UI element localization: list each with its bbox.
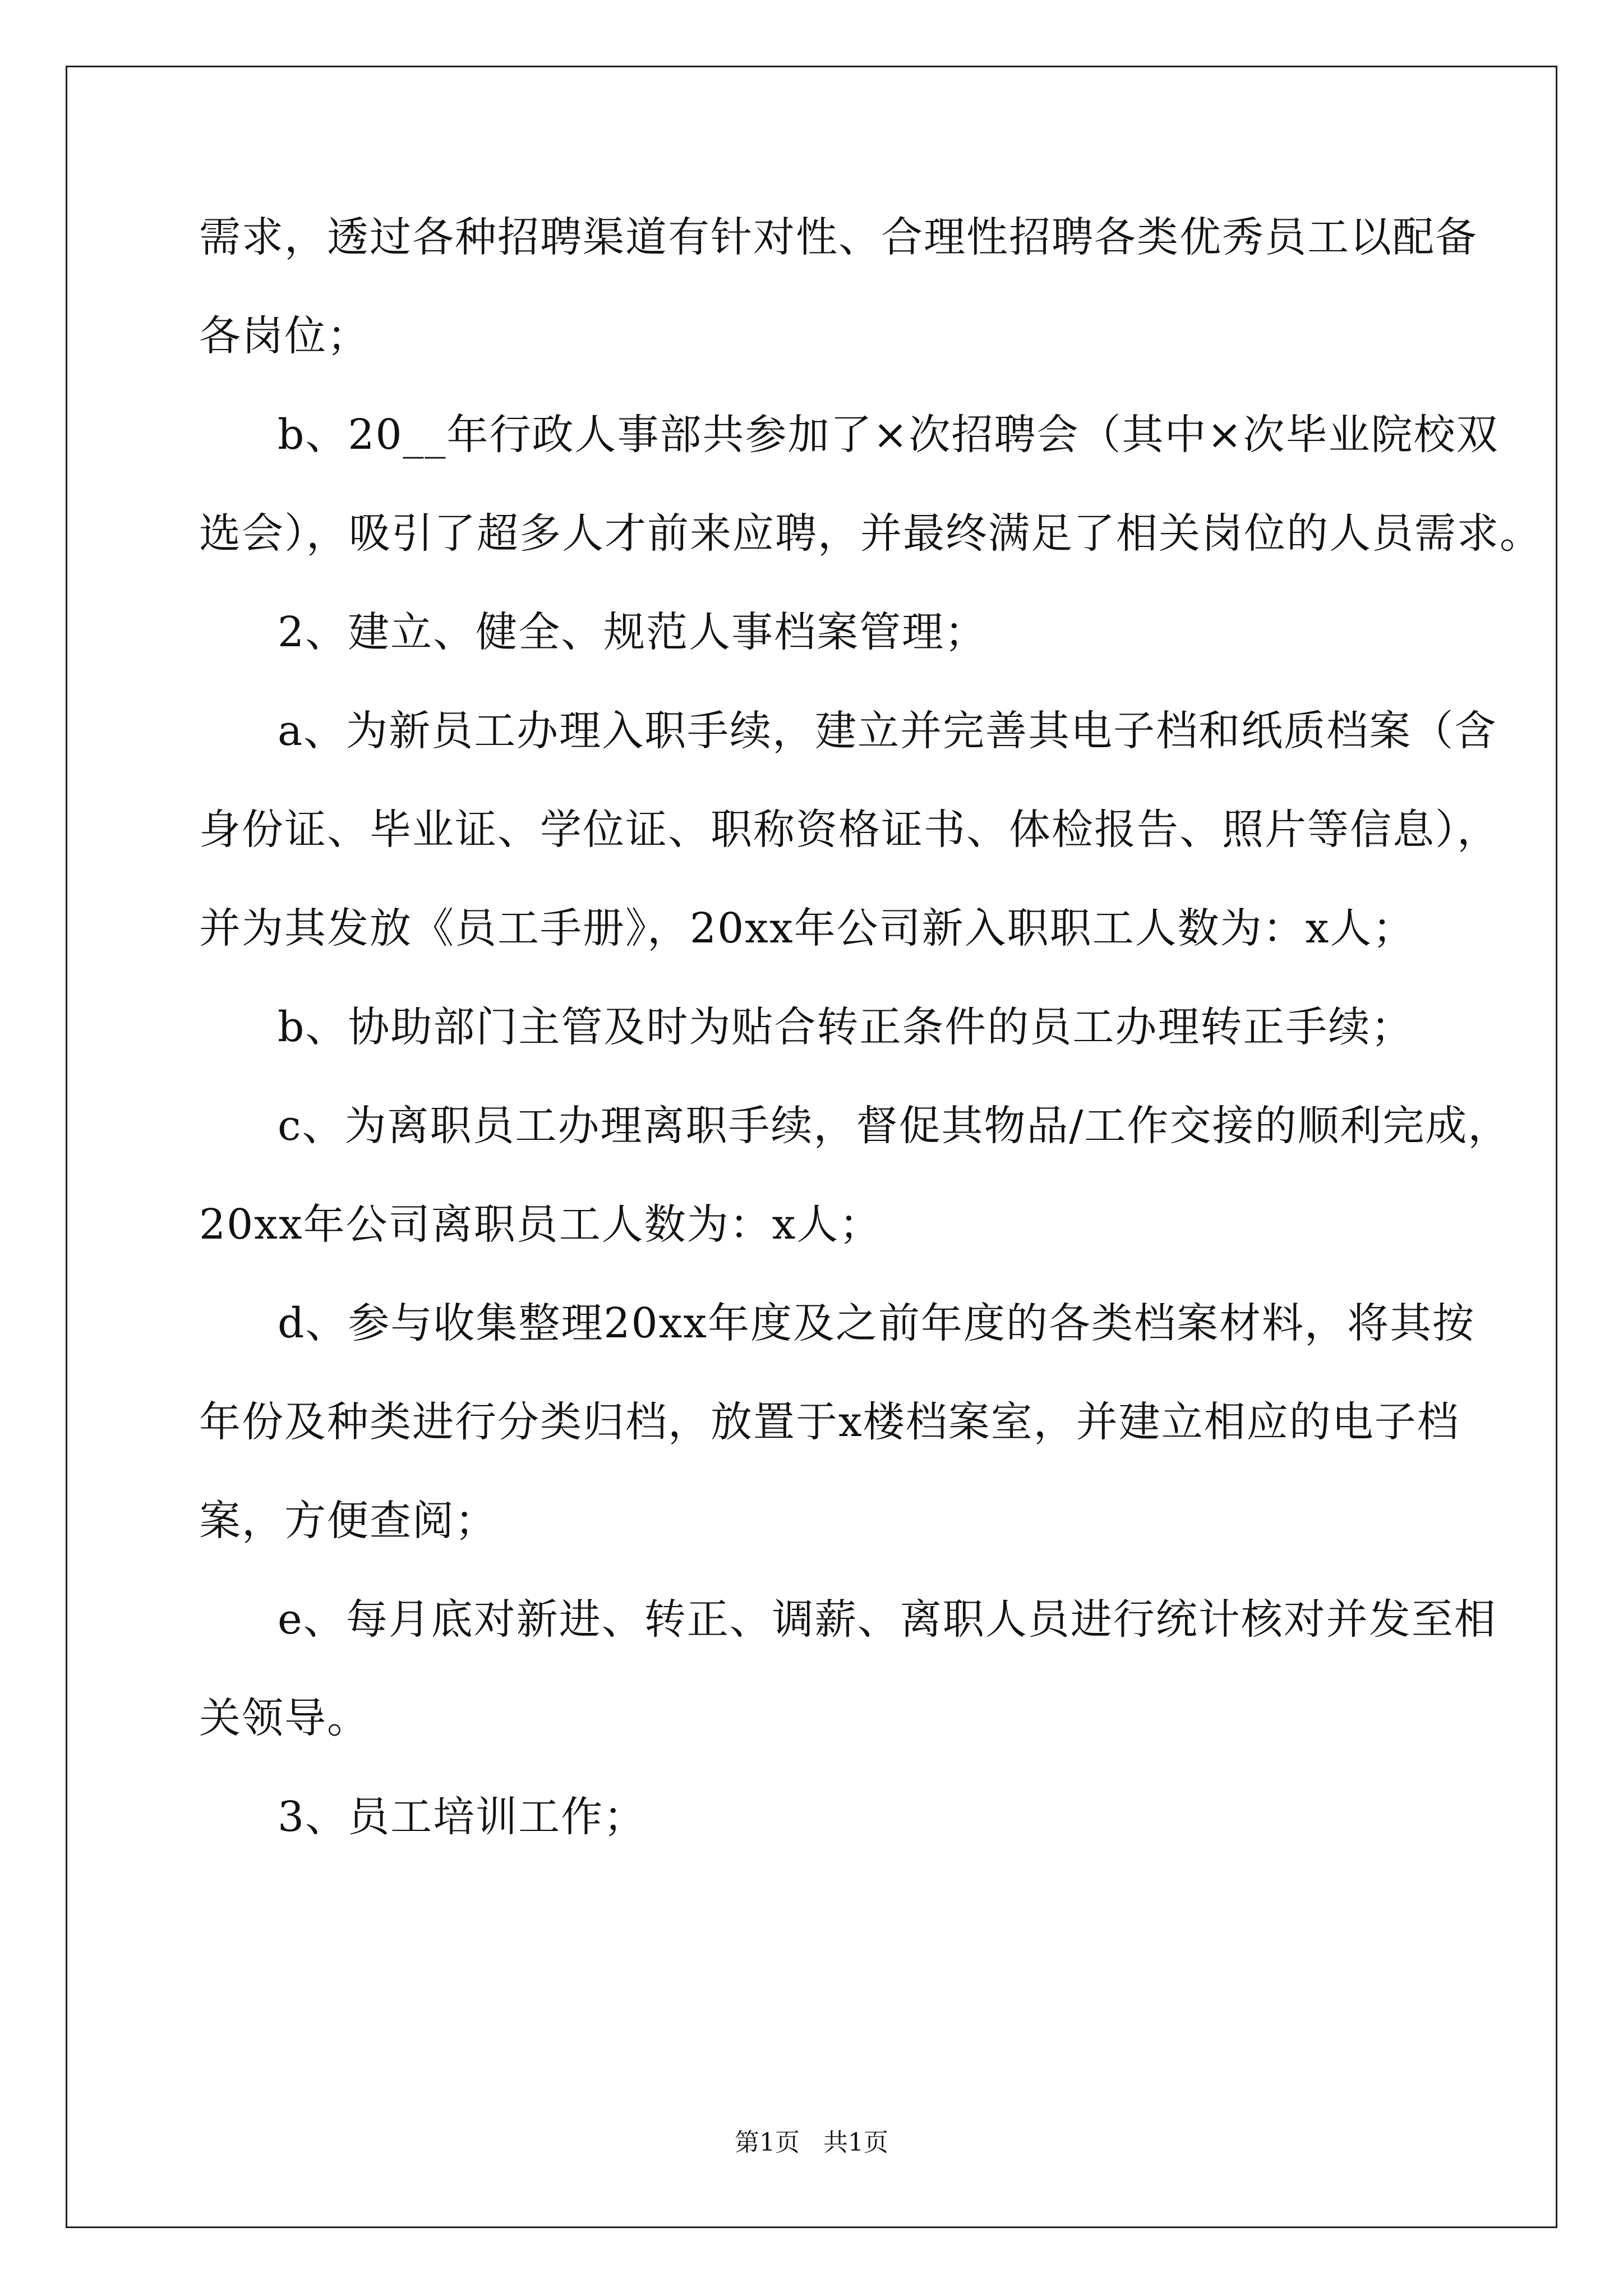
page-number: 第1页 (735, 2128, 800, 2157)
text-line: 关领导。 (199, 1694, 370, 1742)
page-footer (0, 2126, 1623, 2160)
text-line: e、每月底对新进、转正、调薪、离职人员进行统计核对并发至相 (278, 1595, 1497, 1644)
text-line: d、参与收集整理20xx年度及之前年度的各类档案材料，将其按 (278, 1299, 1475, 1347)
text-line: c、为离职员工办理离职手续，督促其物品/工作交接的顺利完成， (278, 1102, 1511, 1150)
text-line: b、协助部门主管及时为贴合转正条件的员工办理转正手续； (278, 1003, 1414, 1051)
text-line: 选会），吸引了超多人才前来应聘，并最终满足了相关岗位的人员需求。 (199, 509, 1542, 558)
text-line: b、20__年行政人事部共参加了×次招聘会（其中×次毕业院校双 (278, 411, 1499, 459)
text-line: 案，方便查阅； (199, 1497, 497, 1545)
text-line: 各岗位； (199, 312, 370, 360)
text-line: 2、建立、健全、规范人事档案管理； (278, 608, 988, 656)
text-line: 身份证、毕业证、学位证、职称资格证书、体检报告、照片等信息）， (199, 806, 1500, 854)
page-total: 共1页 (823, 2128, 888, 2157)
text-line: 年份及种类进行分类归档，放置于x楼档案室，并建立相应的电子档 (199, 1398, 1460, 1446)
text-line: 并为其发放《员工手册》，20xx年公司新入职职工人数为：x人； (199, 904, 1415, 953)
text-line: 需求，透过各种招聘渠道有针对性、合理性招聘各类优秀员工以配备 (199, 213, 1478, 261)
text-line: 3、员工培训工作； (278, 1793, 647, 1841)
text-line: 20xx年公司离职员工人数为：x人； (199, 1200, 882, 1249)
text-line: a、为新员工办理入职手续，建立并完善其电子档和纸质档案（含 (278, 707, 1497, 755)
